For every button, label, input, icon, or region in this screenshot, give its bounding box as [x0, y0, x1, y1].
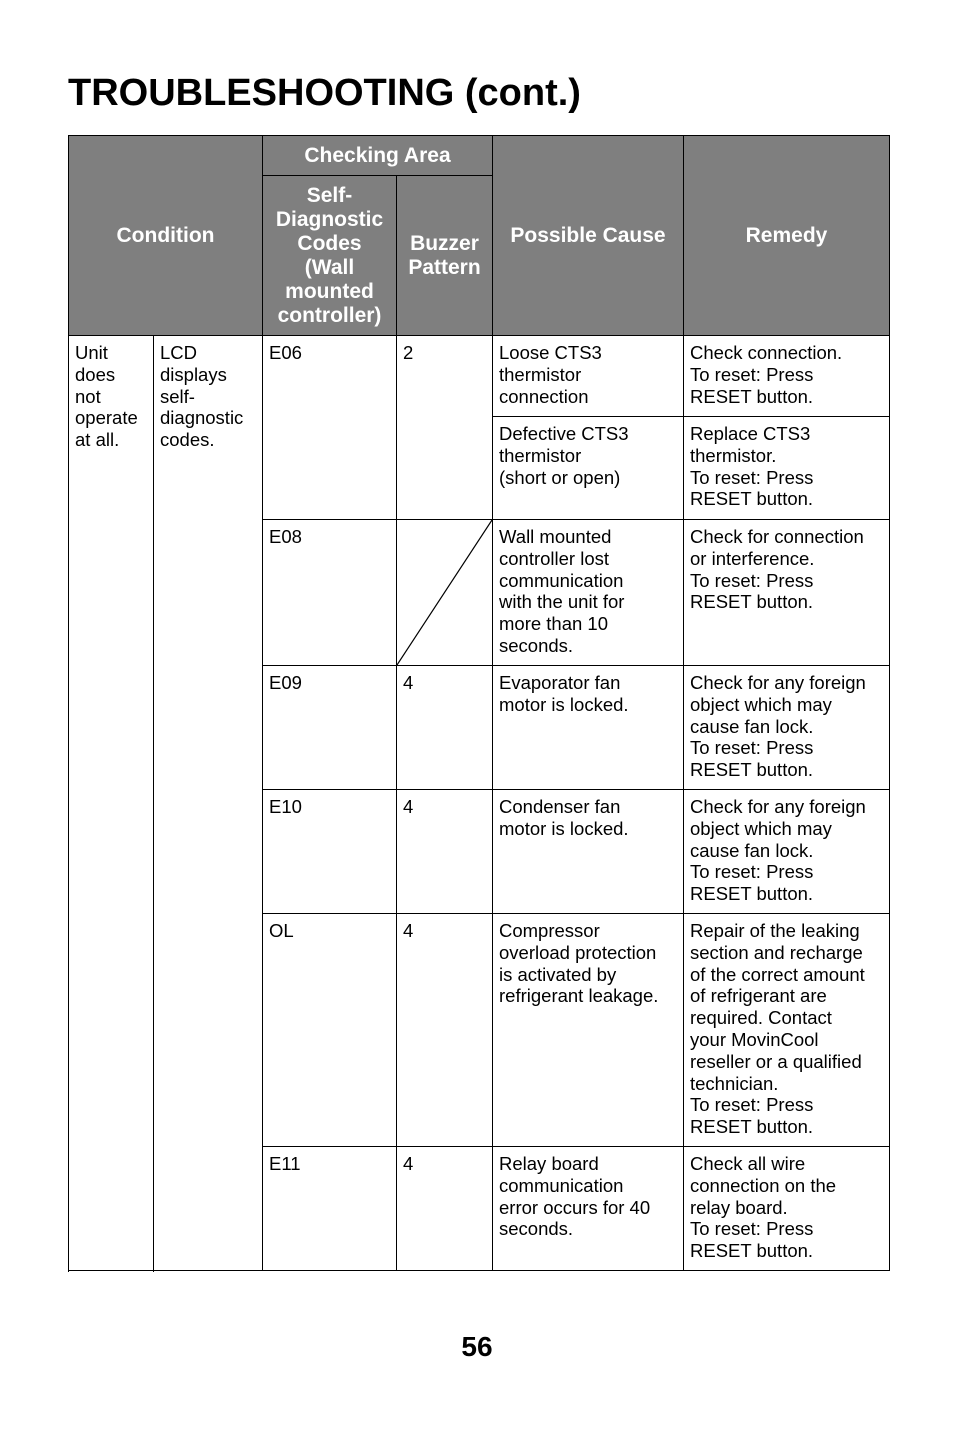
cause-cell: Evaporator fan motor is locked.	[493, 666, 684, 790]
cause-cell: Relay board communication error occurs for 40 seconds.	[493, 1147, 684, 1271]
header-condition: Condition	[69, 136, 263, 336]
code-cell: E11	[263, 1147, 397, 1271]
code-cell: E10	[263, 790, 397, 914]
remedy-cell: Check for connection or interference. To reset: Press RESET button.	[684, 520, 890, 666]
code-cell: E09	[263, 666, 397, 790]
diagonal-slash-mark	[397, 520, 492, 665]
condition-lcd-cell: LCD displays self- diagnostic codes.	[154, 336, 263, 1271]
header-possible-cause: Possible Cause	[493, 136, 684, 336]
cause-cell: Loose CTS3 thermistor connection	[493, 336, 684, 417]
cause-cell: Wall mounted controller lost communication with the unit for more than 10 seconds.	[493, 520, 684, 666]
cause-cell: Defective CTS3 thermistor (short or open)	[493, 417, 684, 520]
code-cell: OL	[263, 914, 397, 1147]
header-self-diagnostic-codes: Self- Diagnostic Codes (Wall mounted controller)	[263, 176, 397, 336]
buzzer-cell: 4	[397, 790, 493, 914]
remedy-cell: Check all wire connection on the relay board. To reset: Press RESET button.	[684, 1147, 890, 1271]
header-buzzer-pattern: Buzzer Pattern	[397, 176, 493, 336]
buzzer-cell-not-applicable	[397, 520, 493, 666]
condition-unit-cell: Unit does not operate at all.	[69, 336, 154, 1271]
remedy-cell: Check for any foreign object which may cause fan lock. To reset: Press RESET button.	[684, 790, 890, 914]
remedy-cell: Replace CTS3 thermistor. To reset: Press RESET button.	[684, 417, 890, 520]
header-remedy: Remedy	[684, 136, 890, 336]
buzzer-cell: 4	[397, 666, 493, 790]
remedy-cell: Check for any foreign object which may cause fan lock. To reset: Press RESET button.	[684, 666, 890, 790]
buzzer-cell: 4	[397, 914, 493, 1147]
cause-cell: Compressor overload protection is activated by refrigerant leakage.	[493, 914, 684, 1147]
buzzer-cell: 2	[397, 336, 493, 520]
remedy-cell: Check connection. To reset: Press RESET button.	[684, 336, 890, 417]
code-cell: E06	[263, 336, 397, 520]
cause-cell: Condenser fan motor is locked.	[493, 790, 684, 914]
remedy-cell: Repair of the leaking section and recharge of the correct amount of refrigerant are required. Contact your MovinCool reseller or a qualified technician. To reset: Press RESET button.	[684, 914, 890, 1147]
header-checking-area: Checking Area	[263, 136, 493, 176]
troubleshooting-table	[68, 135, 890, 1271]
page-number: 56	[461, 1331, 493, 1362]
code-cell: E08	[263, 520, 397, 666]
buzzer-cell: 4	[397, 1147, 493, 1271]
page-title: TROUBLESHOOTING (cont.)	[68, 72, 581, 114]
